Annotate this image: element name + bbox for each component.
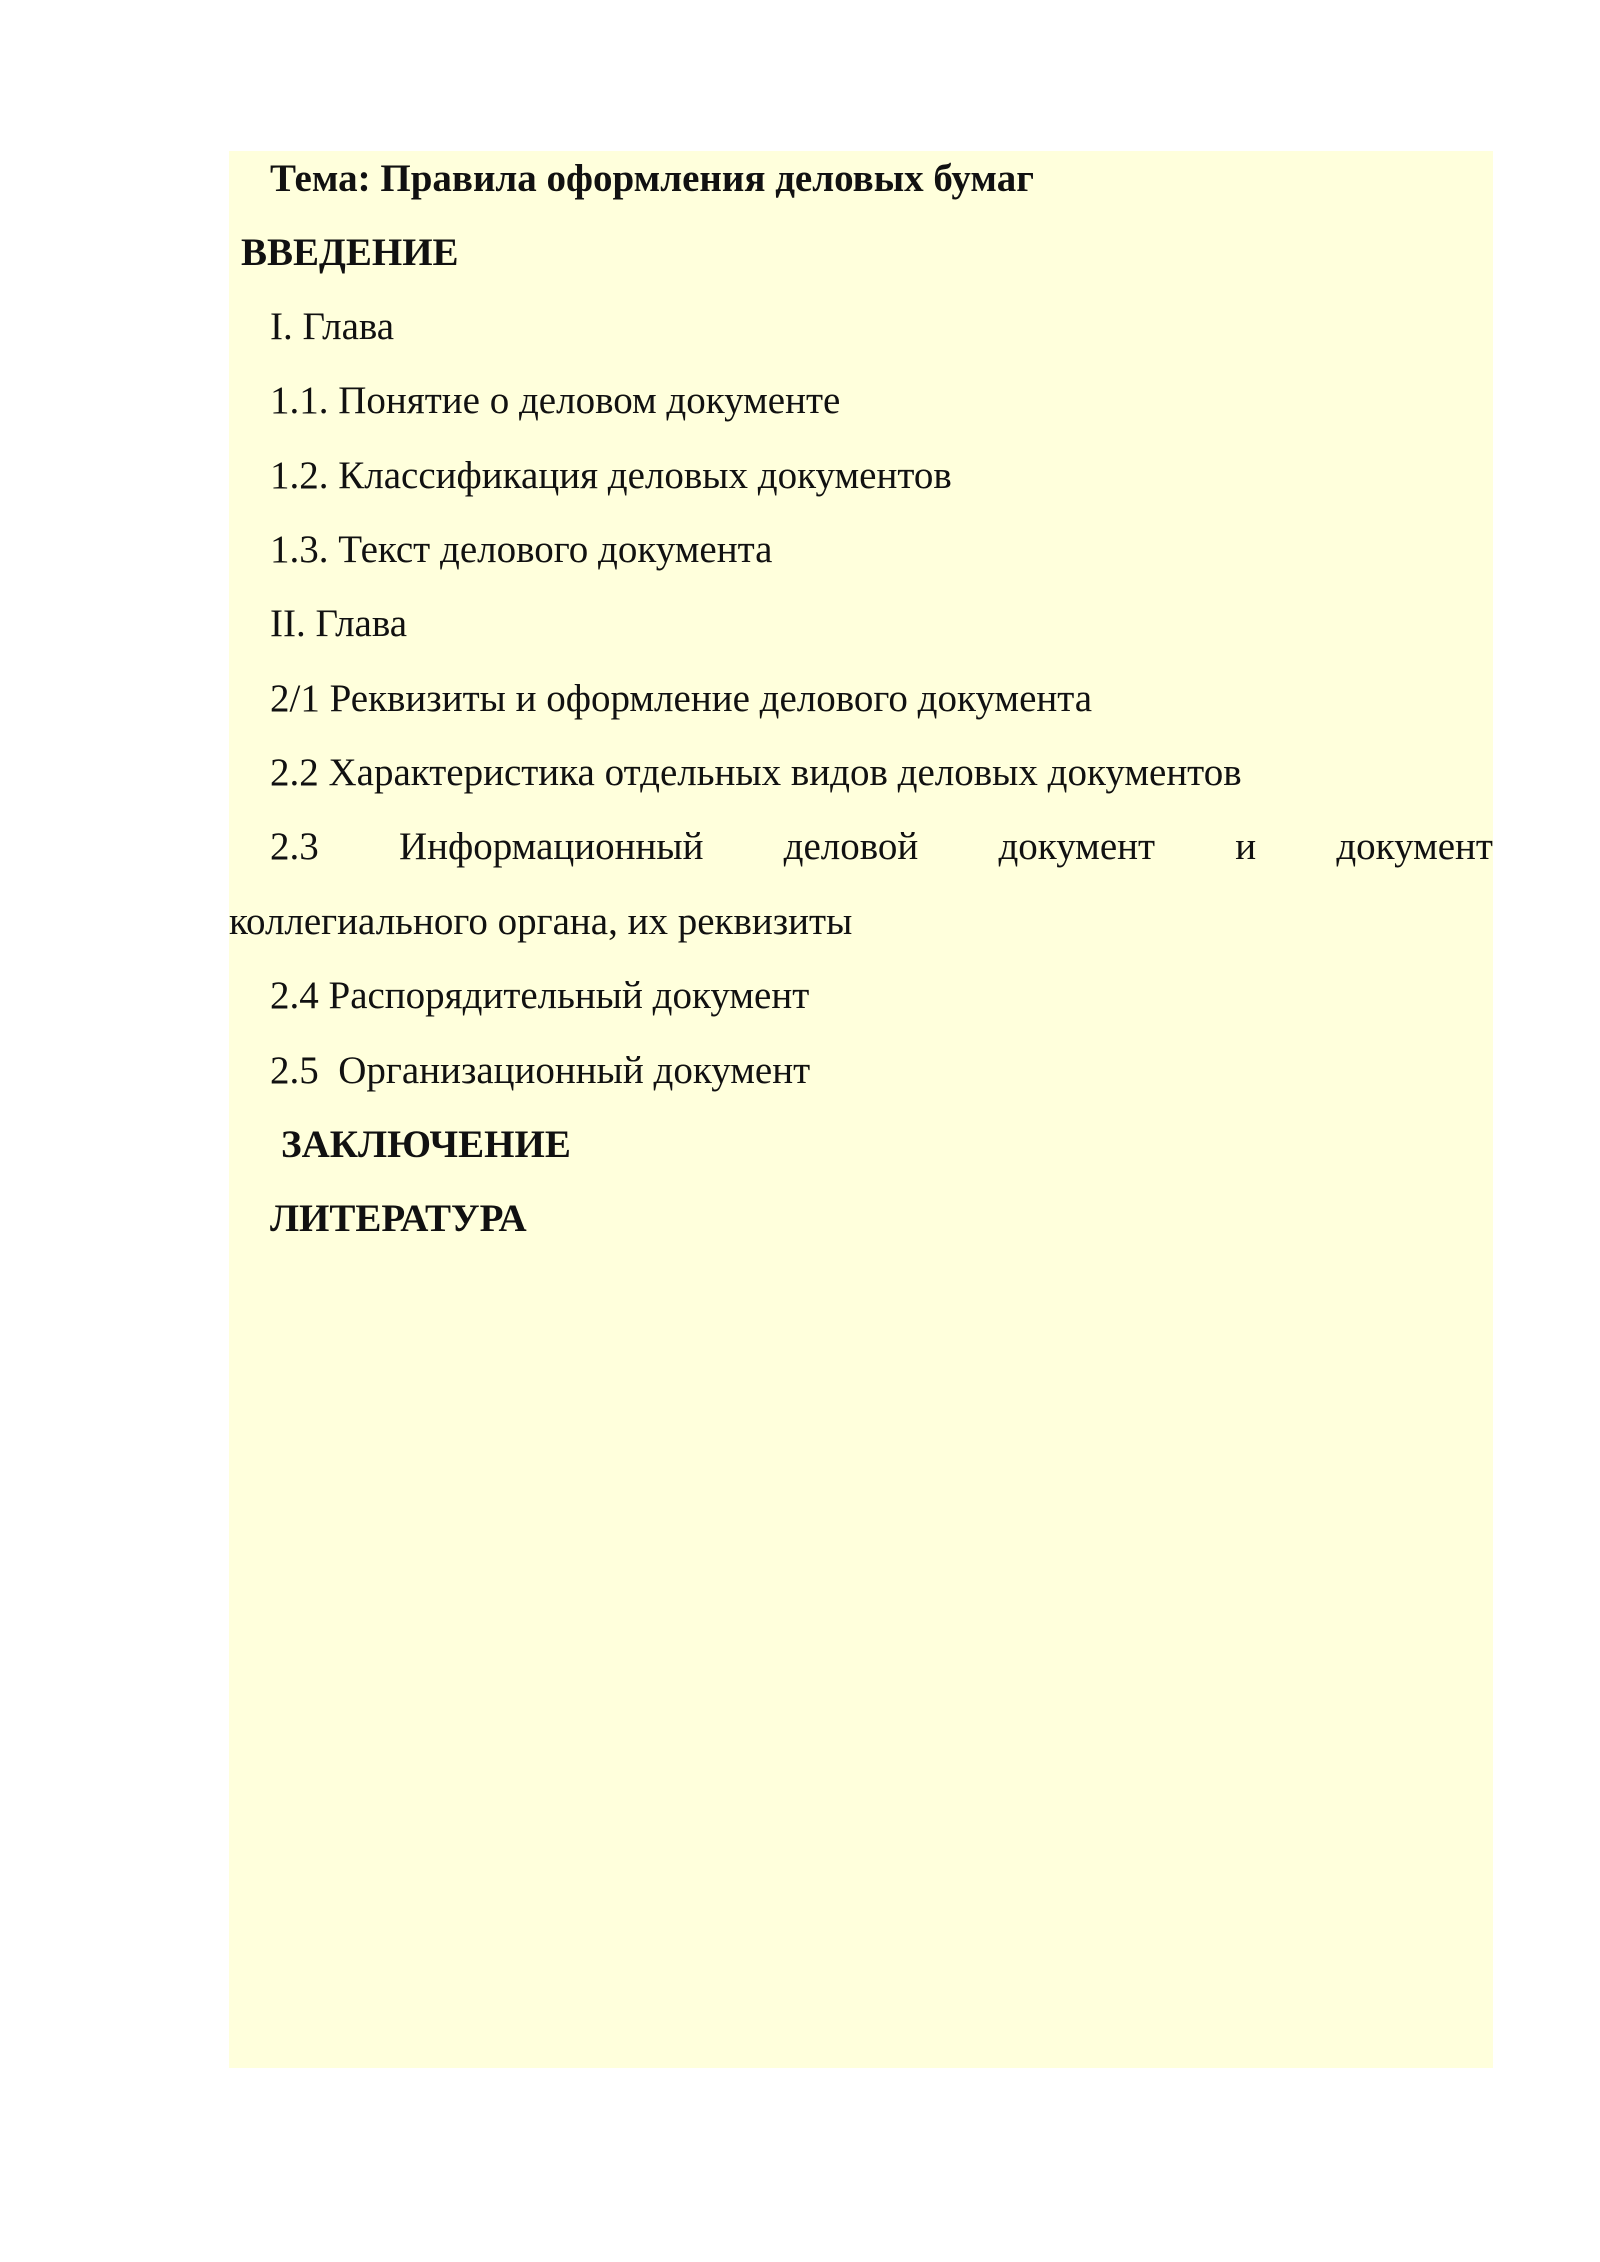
toc-item-2-3-word: 2.3 (270, 825, 319, 868)
toc-item-2-3-continuation: коллегиального органа, их реквизиты (229, 900, 853, 943)
toc-item-2-3-word: документ (998, 825, 1156, 868)
toc-introduction: ВВЕДЕНИЕ (241, 231, 459, 274)
toc-item-2-4: 2.4 Распорядительный документ (270, 974, 810, 1017)
toc-chapter-2: II. Глава (270, 602, 408, 645)
toc-literature: ЛИТЕРАТУРА (270, 1197, 527, 1240)
table-of-contents (229, 151, 1493, 2068)
toc-item-1-2: 1.2. Классификация деловых документов (270, 454, 952, 497)
toc-item-2-1: 2/1 Реквизиты и оформление делового документа (270, 677, 1093, 720)
toc-item-2-3-word: Информационный (398, 825, 704, 868)
toc-conclusion: ЗАКЛЮЧЕНИЕ (281, 1123, 571, 1166)
document-title: Тема: Правила оформления деловых бумаг (270, 157, 1034, 200)
toc-chapter-1: I. Глава (270, 305, 395, 348)
toc-item-2-3-word: документ (1336, 825, 1493, 868)
toc-item-1-1: 1.1. Понятие о деловом документе (270, 379, 841, 422)
toc-item-2-3-word: и (1235, 825, 1257, 868)
toc-item-2-3-word: деловой (783, 825, 919, 868)
toc-item-2-5: 2.5 Организационный документ (270, 1049, 811, 1092)
toc-item-2-3 (229, 823, 1493, 870)
toc-item-2-2: 2.2 Характеристика отдельных видов деловых документов (270, 751, 1242, 794)
toc-item-1-3: 1.3. Текст делового документа (270, 528, 773, 571)
